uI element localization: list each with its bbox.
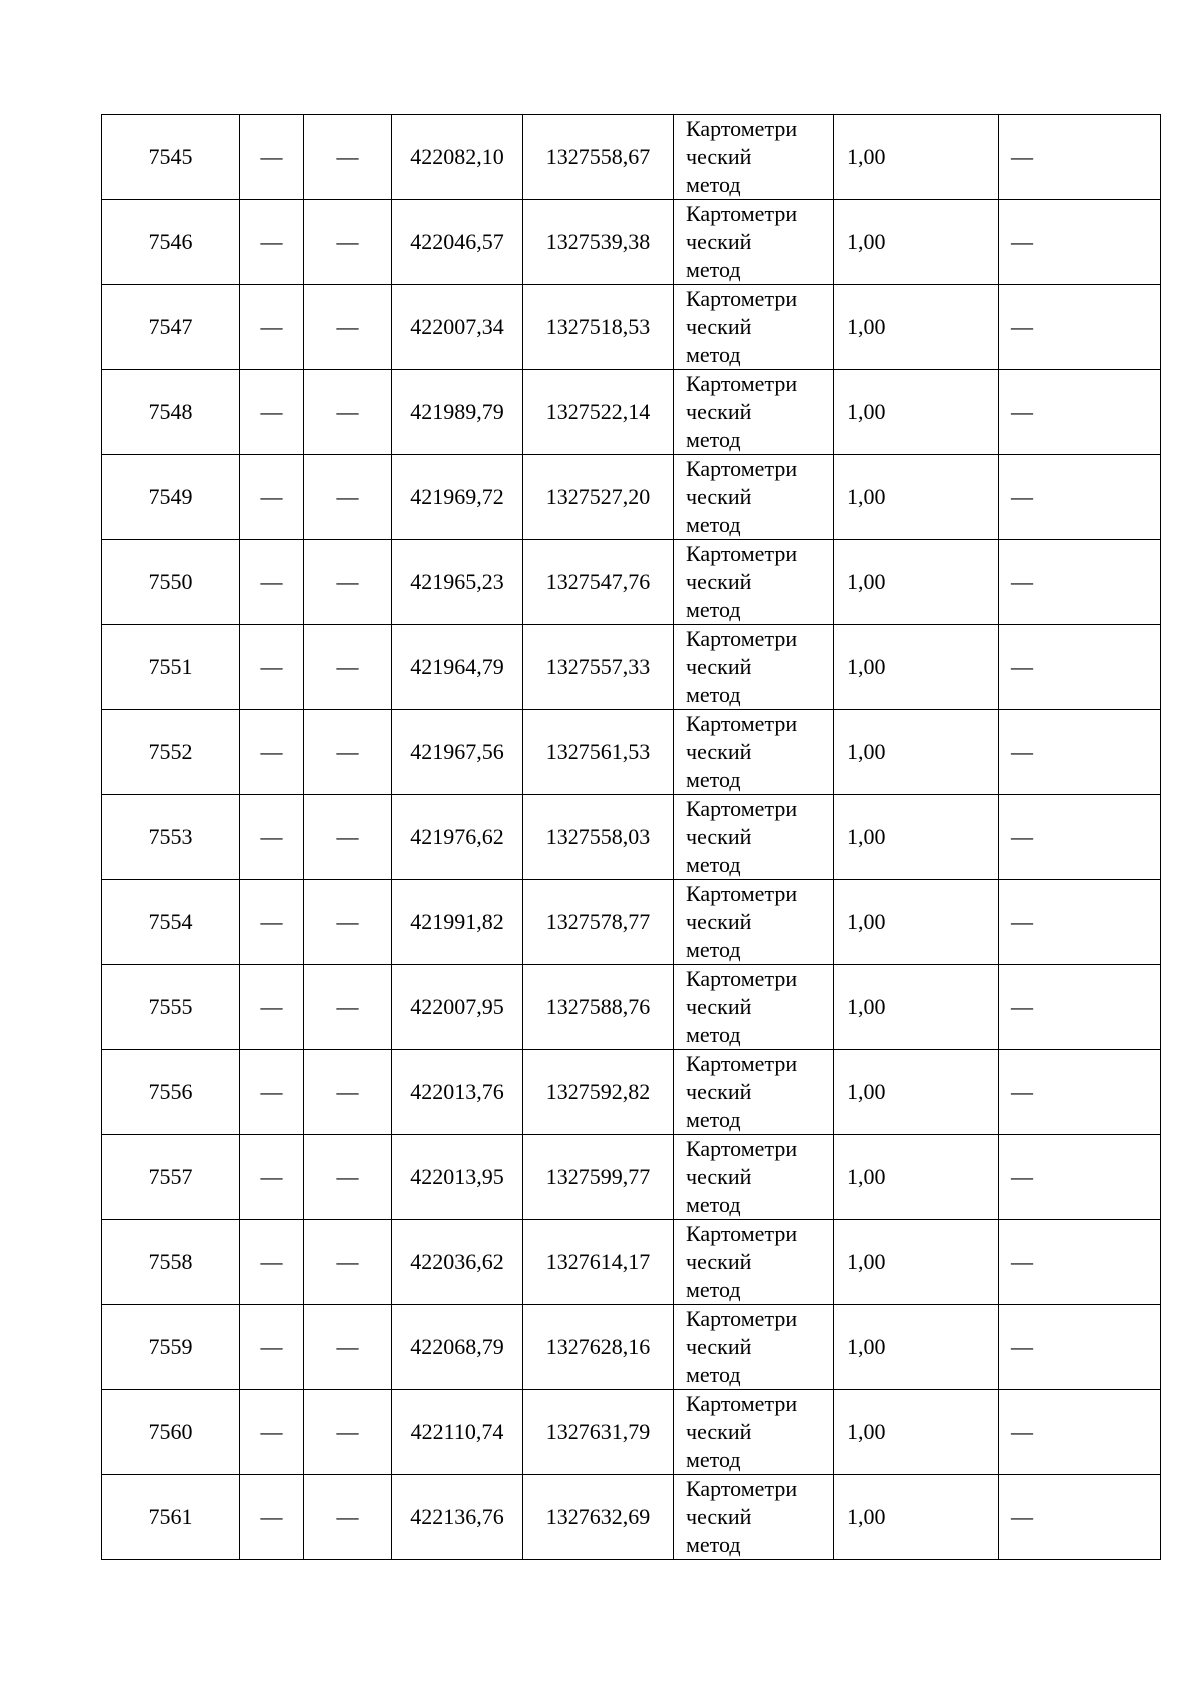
point-number-cell: 7549 xyxy=(102,455,240,540)
method-text-line: Картометри xyxy=(686,1051,798,1076)
table-row xyxy=(102,880,1161,965)
point-number-cell: 7553 xyxy=(102,795,240,880)
coordinate-y-cell: 1327557,33 xyxy=(523,625,674,710)
coordinate-x-cell: 422136,76 xyxy=(392,1475,523,1560)
point-number-cell: 7554 xyxy=(102,880,240,965)
coordinate-y-cell: 1327578,77 xyxy=(523,880,674,965)
method-text-line: ческий xyxy=(686,1164,752,1189)
empty-value-cell: — xyxy=(240,1305,304,1390)
method-cell xyxy=(674,540,834,625)
description-cell: — xyxy=(999,1135,1161,1220)
accuracy-cell: 1,00 xyxy=(834,200,999,285)
method-text-line: ческий xyxy=(686,1249,752,1274)
method-cell xyxy=(674,880,834,965)
method-text-line: Картометри xyxy=(686,456,798,481)
coordinate-x-cell: 421991,82 xyxy=(392,880,523,965)
description-cell: — xyxy=(999,880,1161,965)
method-text-line: ческий xyxy=(686,909,752,934)
coordinate-x-cell: 422046,57 xyxy=(392,200,523,285)
coordinate-y-cell: 1327522,14 xyxy=(523,370,674,455)
accuracy-cell: 1,00 xyxy=(834,540,999,625)
coordinate-x-cell: 422110,74 xyxy=(392,1390,523,1475)
method-cell xyxy=(674,710,834,795)
point-number-cell: 7560 xyxy=(102,1390,240,1475)
table-row xyxy=(102,115,1161,200)
point-number-cell: 7559 xyxy=(102,1305,240,1390)
method-cell xyxy=(674,200,834,285)
description-cell: — xyxy=(999,965,1161,1050)
table-row xyxy=(102,1305,1161,1390)
empty-value-cell: — xyxy=(304,285,392,370)
method-cell xyxy=(674,1135,834,1220)
method-text-line: ческий xyxy=(686,569,752,594)
method-text-line: метод xyxy=(686,342,741,367)
method-text-line: ческий xyxy=(686,739,752,764)
empty-value-cell: — xyxy=(240,115,304,200)
description-cell: — xyxy=(999,285,1161,370)
method-text-line: ческий xyxy=(686,1504,752,1529)
table-row xyxy=(102,710,1161,795)
table-row xyxy=(102,1050,1161,1135)
table-row xyxy=(102,455,1161,540)
coordinate-y-cell: 1327527,20 xyxy=(523,455,674,540)
coordinate-y-cell: 1327632,69 xyxy=(523,1475,674,1560)
description-cell: — xyxy=(999,115,1161,200)
point-number-cell: 7545 xyxy=(102,115,240,200)
coordinate-x-cell: 421989,79 xyxy=(392,370,523,455)
table-row xyxy=(102,1475,1161,1560)
method-text-line: Картометри xyxy=(686,1306,798,1331)
description-cell: — xyxy=(999,455,1161,540)
point-number-cell: 7557 xyxy=(102,1135,240,1220)
description-cell: — xyxy=(999,710,1161,795)
method-cell xyxy=(674,455,834,540)
method-text-line: метод xyxy=(686,1362,741,1387)
method-text-line: Картометри xyxy=(686,796,798,821)
method-cell xyxy=(674,1475,834,1560)
method-text-line: Картометри xyxy=(686,371,798,396)
method-text-line: ческий xyxy=(686,824,752,849)
accuracy-cell: 1,00 xyxy=(834,1220,999,1305)
description-cell: — xyxy=(999,1475,1161,1560)
method-text-line: ческий xyxy=(686,484,752,509)
coordinate-x-cell: 421976,62 xyxy=(392,795,523,880)
description-cell: — xyxy=(999,625,1161,710)
method-cell xyxy=(674,965,834,1050)
empty-value-cell: — xyxy=(240,200,304,285)
empty-value-cell: — xyxy=(240,625,304,710)
empty-value-cell: — xyxy=(240,285,304,370)
empty-value-cell: — xyxy=(240,1050,304,1135)
method-text-line: метод xyxy=(686,172,741,197)
point-number-cell: 7550 xyxy=(102,540,240,625)
method-text-line: ческий xyxy=(686,994,752,1019)
table-row xyxy=(102,370,1161,455)
empty-value-cell: — xyxy=(304,200,392,285)
method-text-line: метод xyxy=(686,937,741,962)
description-cell: — xyxy=(999,1305,1161,1390)
accuracy-cell: 1,00 xyxy=(834,455,999,540)
method-cell xyxy=(674,795,834,880)
empty-value-cell: — xyxy=(240,710,304,795)
coordinate-x-cell: 422013,95 xyxy=(392,1135,523,1220)
method-cell xyxy=(674,115,834,200)
point-number-cell: 7551 xyxy=(102,625,240,710)
accuracy-cell: 1,00 xyxy=(834,710,999,795)
coordinate-y-cell: 1327558,03 xyxy=(523,795,674,880)
point-number-cell: 7561 xyxy=(102,1475,240,1560)
empty-value-cell: — xyxy=(304,1135,392,1220)
method-text-line: метод xyxy=(686,767,741,792)
method-text-line: ческий xyxy=(686,1419,752,1444)
coordinate-y-cell: 1327518,53 xyxy=(523,285,674,370)
coordinate-y-cell: 1327539,38 xyxy=(523,200,674,285)
accuracy-cell: 1,00 xyxy=(834,625,999,710)
empty-value-cell: — xyxy=(240,1135,304,1220)
point-number-cell: 7546 xyxy=(102,200,240,285)
description-cell: — xyxy=(999,540,1161,625)
empty-value-cell: — xyxy=(304,540,392,625)
coordinate-y-cell: 1327558,67 xyxy=(523,115,674,200)
accuracy-cell: 1,00 xyxy=(834,795,999,880)
accuracy-cell: 1,00 xyxy=(834,965,999,1050)
method-text-line: Картометри xyxy=(686,1221,798,1246)
description-cell: — xyxy=(999,795,1161,880)
empty-value-cell: — xyxy=(304,795,392,880)
method-text-line: Картометри xyxy=(686,966,798,991)
empty-value-cell: — xyxy=(304,1305,392,1390)
method-text-line: ческий xyxy=(686,229,752,254)
accuracy-cell: 1,00 xyxy=(834,1135,999,1220)
method-text-line: ческий xyxy=(686,314,752,339)
description-cell: — xyxy=(999,1050,1161,1135)
method-text-line: ческий xyxy=(686,654,752,679)
empty-value-cell: — xyxy=(240,1390,304,1475)
method-text-line: Картометри xyxy=(686,1476,798,1501)
coordinate-x-cell: 421964,79 xyxy=(392,625,523,710)
empty-value-cell: — xyxy=(304,965,392,1050)
method-text-line: метод xyxy=(686,1447,741,1472)
accuracy-cell: 1,00 xyxy=(834,370,999,455)
empty-value-cell: — xyxy=(304,1220,392,1305)
point-number-cell: 7548 xyxy=(102,370,240,455)
accuracy-cell: 1,00 xyxy=(834,1050,999,1135)
method-text-line: метод xyxy=(686,1277,741,1302)
point-number-cell: 7556 xyxy=(102,1050,240,1135)
point-number-cell: 7555 xyxy=(102,965,240,1050)
method-text-line: метод xyxy=(686,1532,741,1557)
table-row xyxy=(102,1390,1161,1475)
method-text-line: Картометри xyxy=(686,711,798,736)
empty-value-cell: — xyxy=(240,1475,304,1560)
accuracy-cell: 1,00 xyxy=(834,1475,999,1560)
method-text-line: Картометри xyxy=(686,116,798,141)
point-number-cell: 7558 xyxy=(102,1220,240,1305)
method-text-line: Картометри xyxy=(686,881,798,906)
accuracy-cell: 1,00 xyxy=(834,1390,999,1475)
table-row xyxy=(102,965,1161,1050)
method-cell xyxy=(674,370,834,455)
empty-value-cell: — xyxy=(240,795,304,880)
empty-value-cell: — xyxy=(240,455,304,540)
point-number-cell: 7547 xyxy=(102,285,240,370)
empty-value-cell: — xyxy=(304,370,392,455)
method-text-line: Картометри xyxy=(686,626,798,651)
empty-value-cell: — xyxy=(304,880,392,965)
coordinate-y-cell: 1327631,79 xyxy=(523,1390,674,1475)
coordinate-y-cell: 1327588,76 xyxy=(523,965,674,1050)
coordinate-x-cell: 421969,72 xyxy=(392,455,523,540)
table-row xyxy=(102,1220,1161,1305)
table-row xyxy=(102,285,1161,370)
method-cell xyxy=(674,625,834,710)
empty-value-cell: — xyxy=(304,115,392,200)
coordinate-x-cell: 422068,79 xyxy=(392,1305,523,1390)
table-body xyxy=(102,115,1161,1560)
empty-value-cell: — xyxy=(304,455,392,540)
accuracy-cell: 1,00 xyxy=(834,115,999,200)
coordinate-y-cell: 1327614,17 xyxy=(523,1220,674,1305)
empty-value-cell: — xyxy=(240,370,304,455)
method-cell xyxy=(674,1390,834,1475)
method-text-line: метод xyxy=(686,852,741,877)
coordinate-y-cell: 1327547,76 xyxy=(523,540,674,625)
method-text-line: метод xyxy=(686,427,741,452)
coordinate-x-cell: 422036,62 xyxy=(392,1220,523,1305)
method-text-line: метод xyxy=(686,682,741,707)
table-row xyxy=(102,200,1161,285)
coordinates-table xyxy=(101,114,1161,1560)
table-row xyxy=(102,1135,1161,1220)
coordinate-x-cell: 421967,56 xyxy=(392,710,523,795)
method-text-line: ческий xyxy=(686,1079,752,1104)
empty-value-cell: — xyxy=(240,1220,304,1305)
method-text-line: метод xyxy=(686,512,741,537)
method-text-line: ческий xyxy=(686,399,752,424)
method-text-line: Картометри xyxy=(686,1391,798,1416)
coordinate-y-cell: 1327599,77 xyxy=(523,1135,674,1220)
coordinate-x-cell: 422082,10 xyxy=(392,115,523,200)
empty-value-cell: — xyxy=(304,625,392,710)
method-text-line: метод xyxy=(686,1192,741,1217)
table-row xyxy=(102,795,1161,880)
method-text-line: ческий xyxy=(686,1334,752,1359)
empty-value-cell: — xyxy=(240,540,304,625)
empty-value-cell: — xyxy=(304,1050,392,1135)
method-text-line: метод xyxy=(686,597,741,622)
method-text-line: Картометри xyxy=(686,1136,798,1161)
description-cell: — xyxy=(999,1390,1161,1475)
coordinate-x-cell: 422007,95 xyxy=(392,965,523,1050)
description-cell: — xyxy=(999,1220,1161,1305)
method-text-line: ческий xyxy=(686,144,752,169)
point-number-cell: 7552 xyxy=(102,710,240,795)
method-cell xyxy=(674,1050,834,1135)
table-row xyxy=(102,625,1161,710)
method-text-line: метод xyxy=(686,257,741,282)
method-text-line: метод xyxy=(686,1107,741,1132)
description-cell: — xyxy=(999,200,1161,285)
method-text-line: Картометри xyxy=(686,286,798,311)
accuracy-cell: 1,00 xyxy=(834,1305,999,1390)
method-text-line: метод xyxy=(686,1022,741,1047)
coordinate-x-cell: 421965,23 xyxy=(392,540,523,625)
coordinate-y-cell: 1327592,82 xyxy=(523,1050,674,1135)
method-cell xyxy=(674,1220,834,1305)
accuracy-cell: 1,00 xyxy=(834,285,999,370)
empty-value-cell: — xyxy=(240,965,304,1050)
method-cell xyxy=(674,285,834,370)
description-cell: — xyxy=(999,370,1161,455)
coordinate-x-cell: 422007,34 xyxy=(392,285,523,370)
method-text-line: Картометри xyxy=(686,201,798,226)
coordinate-x-cell: 422013,76 xyxy=(392,1050,523,1135)
empty-value-cell: — xyxy=(240,880,304,965)
empty-value-cell: — xyxy=(304,1475,392,1560)
accuracy-cell: 1,00 xyxy=(834,880,999,965)
method-cell xyxy=(674,1305,834,1390)
coordinate-y-cell: 1327628,16 xyxy=(523,1305,674,1390)
empty-value-cell: — xyxy=(304,1390,392,1475)
method-text-line: Картометри xyxy=(686,541,798,566)
table-row xyxy=(102,540,1161,625)
coordinate-y-cell: 1327561,53 xyxy=(523,710,674,795)
empty-value-cell: — xyxy=(304,710,392,795)
